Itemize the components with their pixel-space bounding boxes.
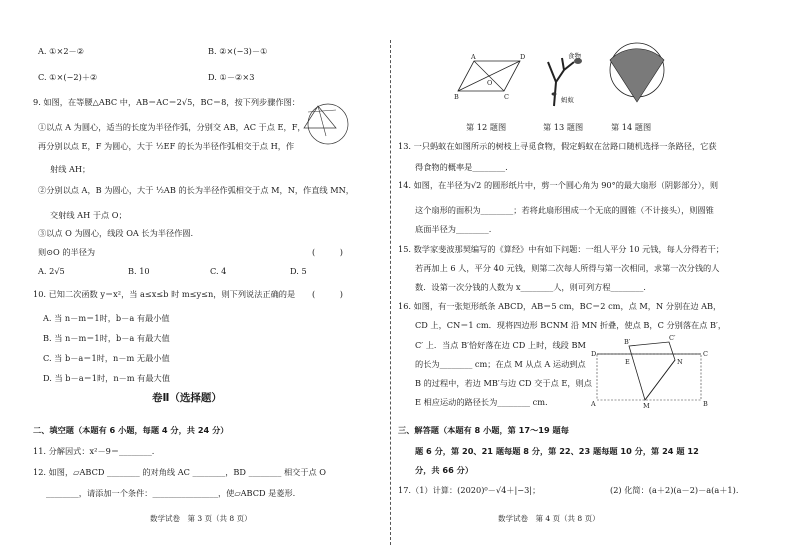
q13-line2: 得食物的概率是________. <box>415 162 508 172</box>
q9-step2-line1: ②分别以点 A，B 为圆心，大于 ½AB 的长为半径作弧相交于点 M，N，作直线 MN， <box>38 185 354 195</box>
q16-line1: 16. 如图，有一张矩形纸条 ABCD，AB＝5 cm，BC＝2 cm，点 M，N 分别在边 AB， <box>398 301 722 311</box>
svg-text:B: B <box>454 93 459 101</box>
svg-text:C: C <box>504 93 509 101</box>
q10-option-b: B. 当 n－m＝1时，b－a 有最大值 <box>43 333 170 343</box>
q15-line3: 数．设第一次分钱的人数为 x________人，则可列方程________. <box>415 282 646 292</box>
q9-step1-line2: 再分别以点 E，F 为圆心，大于 ½EF 的长为半径作弧相交于点 H，作 <box>38 141 295 151</box>
fig12-caption: 第 12 题图 <box>466 122 507 132</box>
q9-step2-line2: 交射线 AH 于点 O； <box>50 210 127 220</box>
q16-folded-rectangle-figure <box>591 334 711 408</box>
svg-text:E: E <box>625 358 630 366</box>
svg-text:A: A <box>591 400 596 408</box>
q9-step3: ③以点 O 为圆心，线段 OA 长为半径作圆. <box>38 228 194 238</box>
svg-text:O: O <box>487 79 493 87</box>
q13-tree-branch-figure <box>534 52 594 108</box>
q13-ant-label: 蚂蚁 <box>561 96 574 104</box>
q10-stem: 10. 已知二次函数 y＝x²，当 a≤x≤b 时 m≤y≤n，则下列说法正确的是 <box>33 289 296 299</box>
q9-option-d: D. 5 <box>290 266 307 276</box>
q8-option-d: D. ①－②×3 <box>208 72 255 82</box>
q9-question: 则⊙O 的半径为 <box>38 247 96 257</box>
q14-line3: 底面半径为________. <box>415 224 492 234</box>
q9-option-a: A. 2√5 <box>38 266 65 276</box>
q14-line1: 14. 如图，在半径为√2 的圆形纸片中，剪一个圆心角为 90°的最大扇形（阴影部分），则 <box>398 180 719 190</box>
exam-page-4 <box>398 0 794 560</box>
section-2-title: 卷Ⅱ（选择题） <box>152 392 222 404</box>
q12-parallelogram-figure <box>454 55 530 99</box>
q9-answer-paren: ( ) <box>312 247 343 257</box>
svg-text:A: A <box>471 53 476 61</box>
solve-header-line2: 题 6 分，第 20、21 题每题 8 分，第 22、23 题每题 10 分，第 24 题 12 <box>415 446 699 456</box>
svg-text:B′: B′ <box>624 338 631 346</box>
q16-line4: 的长为________ cm；在点 M 从点 A 运动到点 <box>415 359 586 369</box>
q11: 11. 分解因式：x²－9＝________. <box>33 446 155 456</box>
fig14-caption: 第 14 题图 <box>611 122 652 132</box>
q10-option-c: C. 当 b－a＝1时，n－m 无最小值 <box>43 353 170 363</box>
q14-sector-figure <box>608 38 666 118</box>
svg-text:N: N <box>677 358 683 366</box>
q8-option-c: C. ①×(−2)＋② <box>38 72 98 82</box>
q9-step1-line3: 射线 AH； <box>50 164 91 174</box>
q14-line2: 这个扇形的面积为________；若将此扇形围成一个无底的圆锥（不计接头），则圆锥 <box>415 205 714 215</box>
page-footer-3: 数学试卷 第 3 页（共 8 页） <box>150 514 252 523</box>
q16-line6: E 相应运动的路径长为________ cm. <box>415 397 548 407</box>
q8-option-b: B. ②×(−3)－① <box>208 46 268 56</box>
q9-step1-line1: ①以点 A 为圆心，适当的长度为半径作弧，分别交 AB，AC 于点 E，F， <box>38 122 306 132</box>
q12-line2: ________，请添加一个条件：________________，使▱ABCD 是菱形. <box>46 488 296 498</box>
q8-option-a: A. ①×2－② <box>38 46 85 56</box>
q15-line2: 若再加上 6 人，平分 40 元钱，则第二次每人所得与第一次相同，求第一次分钱的人 <box>415 263 720 273</box>
q10-option-d: D. 当 b－a＝1时，n－m 有最大值 <box>43 373 170 383</box>
fill-blank-header: 二、填空题（本题有 6 小题，每题 4 分，共 24 分） <box>33 425 229 435</box>
q9-option-b: B. 10 <box>128 266 150 276</box>
svg-text:C: C <box>703 350 708 358</box>
q9-option-c: C. 4 <box>210 266 227 276</box>
q16-line2: CD 上，CN＝1 cm．现将四边形 BCNM 沿 MN 折叠，使点 B，C 分别落在点 B′， <box>415 320 727 330</box>
svg-text:C′: C′ <box>669 334 676 342</box>
svg-text:D: D <box>520 53 526 61</box>
solve-header-line3: 分，共 66 分） <box>415 465 474 475</box>
q17-part2: (2) 化简：(a＋2)(a－2)－a(a＋1). <box>610 485 739 495</box>
q9-stem: 9. 如图，在等腰△ABC 中，AB＝AC＝2√5，BC＝8，按下列步骤作图： <box>33 97 300 107</box>
q15-line1: 15. 数学家斐波那契编写的《算经》中有如下问题：一组人平分 10 元钱，每人分得若干； <box>398 244 724 254</box>
q13-line1: 13. 一只蚂蚁在如图所示的树枝上寻觅食物，假定蚂蚁在岔路口随机选择一条路径，它获 <box>398 141 717 151</box>
q12-line1: 12. 如图，▱ABCD ________ 的对角线 AC ________，BD ________ 相交于点 O <box>33 467 327 477</box>
q10-answer-paren: ( ) <box>312 289 343 299</box>
q17-part1: 17.（1）计算：(2020)⁰－√4＋|−3|； <box>398 485 541 495</box>
svg-text:B: B <box>703 400 708 408</box>
fig13-caption: 第 13 题图 <box>543 122 584 132</box>
exam-page-3 <box>0 0 390 560</box>
q16-line3: C′ 上．当点 B′恰好落在边 CD 上时，线段 BM <box>415 340 586 350</box>
q16-line5: B 的过程中，若边 MB′与边 CD 交于点 E，则点 <box>415 378 592 388</box>
page-divider <box>390 40 391 545</box>
q13-food-label: 食物 <box>568 52 581 60</box>
svg-text:M: M <box>643 402 650 410</box>
solve-header-line1: 三、解答题（本题有 8 小题，第 17～19 题每 <box>398 425 569 435</box>
page-footer-4: 数学试卷 第 4 页（共 8 页） <box>498 514 600 523</box>
q10-option-a: A. 当 n－m＝1时，b－a 有最小值 <box>43 313 170 323</box>
svg-text:D: D <box>591 350 597 358</box>
